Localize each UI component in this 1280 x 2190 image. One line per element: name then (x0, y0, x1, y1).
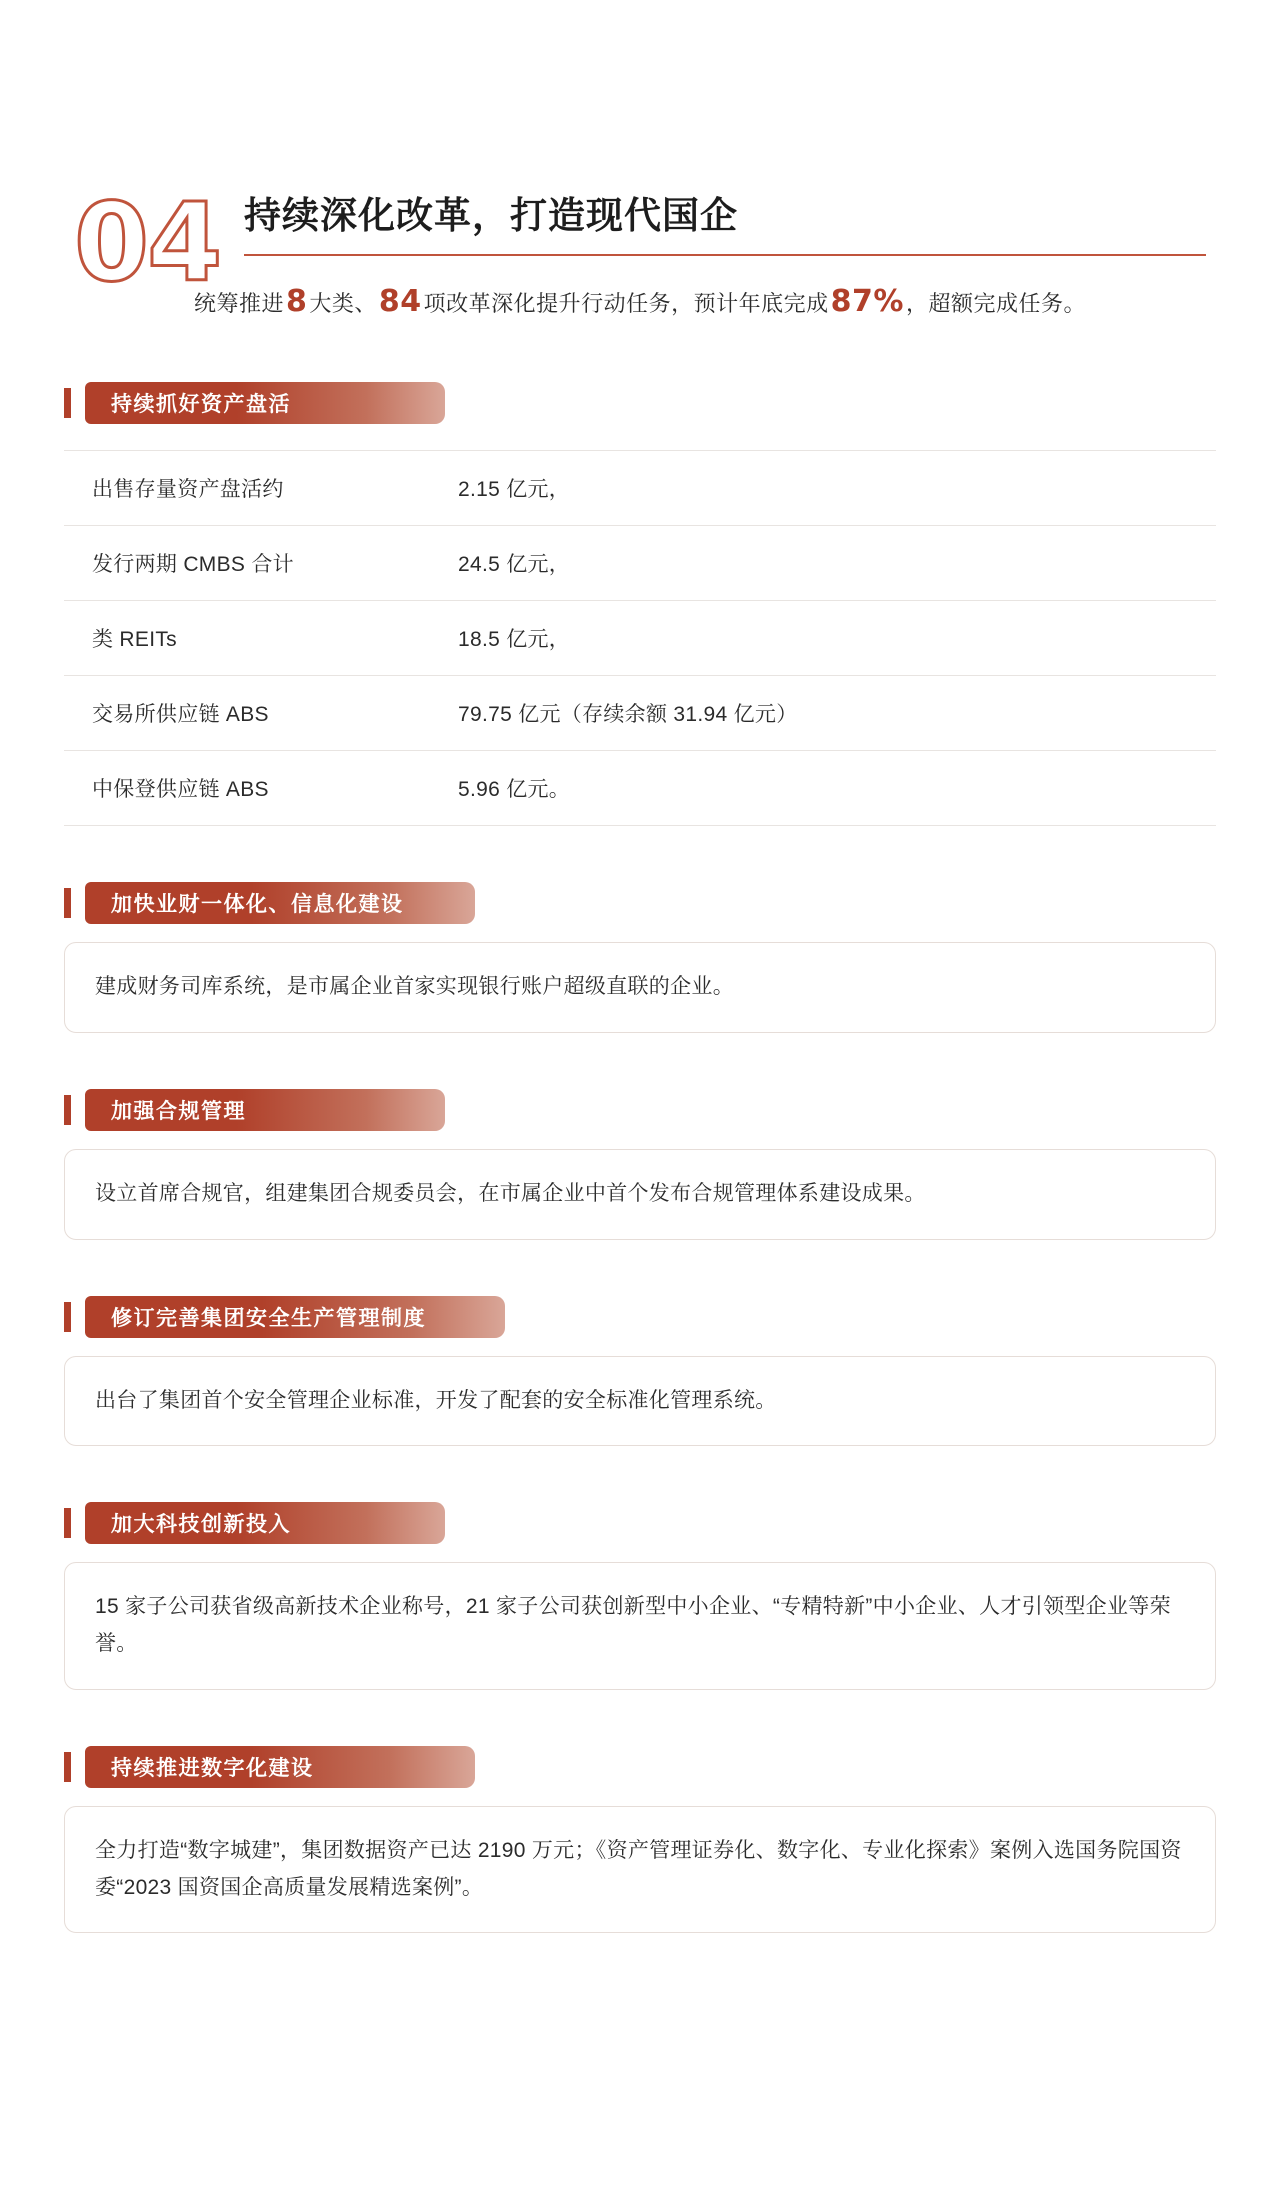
lead-text-1: 统筹推进 (194, 291, 285, 316)
banner-accent-bar (64, 888, 71, 918)
section-tech-innovation-investment (64, 1502, 1216, 1690)
banner-accent-bar (64, 388, 71, 418)
table-row (64, 601, 1216, 676)
section-safety-production-system (64, 1296, 1216, 1447)
section-digital-construction (64, 1746, 1216, 1934)
lead-number-percent: 87% (830, 284, 904, 319)
table-row (64, 451, 1216, 526)
section-number: 04 (74, 181, 221, 306)
page-title-wrap (244, 192, 1206, 256)
lead-text-4: ，超额完成任务。 (905, 291, 1086, 316)
lead-paragraph (64, 278, 1216, 326)
section-heading-banner (64, 382, 1216, 424)
table-cell-label: 发行两期 CMBS 合计 (64, 526, 428, 601)
title-divider (244, 254, 1206, 256)
section-heading-label: 持续推进数字化建设 (85, 1746, 475, 1788)
section-heading-banner (64, 1746, 1216, 1788)
page-title: 持续深化改革，打造现代国企 (244, 195, 738, 236)
table-cell-value: 2.15 亿元， (428, 451, 1216, 526)
lead-number-categories: 8 (286, 284, 308, 319)
lead-number-items: 84 (378, 284, 422, 319)
table-cell-label: 交易所供应链 ABS (64, 676, 428, 751)
section-asset-revitalization (64, 382, 1216, 826)
section-integration-informatization (64, 882, 1216, 1033)
section-body-card: 15 家子公司获省级高新技术企业称号，21 家子公司获创新型中小企业、“专精特新”中小企业、人才引领型企业等荣誉。 (64, 1562, 1216, 1690)
lead-text-3: 项改革深化提升行动任务，预计年底完成 (423, 291, 829, 316)
banner-accent-bar (64, 1752, 71, 1782)
banner-accent-bar (64, 1302, 71, 1332)
section-compliance-management (64, 1089, 1216, 1240)
section-body-card: 出台了集团首个安全管理企业标准，开发了配套的安全标准化管理系统。 (64, 1356, 1216, 1447)
table-cell-value: 5.96 亿元。 (428, 751, 1216, 826)
table-cell-value: 79.75 亿元（存续余额 31.94 亿元） (428, 676, 1216, 751)
table-cell-label: 类 REITs (64, 601, 428, 676)
section-heading-label: 加快业财一体化、信息化建设 (85, 882, 475, 924)
section-heading-label: 加大科技创新投入 (85, 1502, 445, 1544)
table-cell-label: 中保登供应链 ABS (64, 751, 428, 826)
table-row (64, 526, 1216, 601)
section-heading-banner (64, 882, 1216, 924)
section-heading-banner (64, 1502, 1216, 1544)
section-heading-banner (64, 1296, 1216, 1338)
lead-text-2: 大类、 (309, 291, 377, 316)
table-cell-label: 出售存量资产盘活约 (64, 451, 428, 526)
banner-accent-bar (64, 1508, 71, 1538)
section-body-card: 建成财务司库系统，是市属企业首家实现银行账户超级直联的企业。 (64, 942, 1216, 1033)
section-heading-label: 修订完善集团安全生产管理制度 (85, 1296, 505, 1338)
section-body-card: 全力打造“数字城建”，集团数据资产已达 2190 万元；《资产管理证券化、数字化、专业化探索》案例入选国务院国资委“2023 国资国企高质量发展精选案例”。 (64, 1806, 1216, 1934)
page-bottom-spacer (64, 1943, 1216, 2063)
table-cell-value: 18.5 亿元， (428, 601, 1216, 676)
section-heading-banner (64, 1089, 1216, 1131)
asset-table (64, 450, 1216, 826)
table-row (64, 751, 1216, 826)
section-heading-label: 加强合规管理 (85, 1089, 445, 1131)
section-heading-label: 持续抓好资产盘活 (85, 382, 445, 424)
table-cell-value: 24.5 亿元， (428, 526, 1216, 601)
banner-accent-bar (64, 1095, 71, 1125)
table-row (64, 676, 1216, 751)
section-body-card: 设立首席合规官，组建集团合规委员会，在市属企业中首个发布合规管理体系建设成果。 (64, 1149, 1216, 1240)
